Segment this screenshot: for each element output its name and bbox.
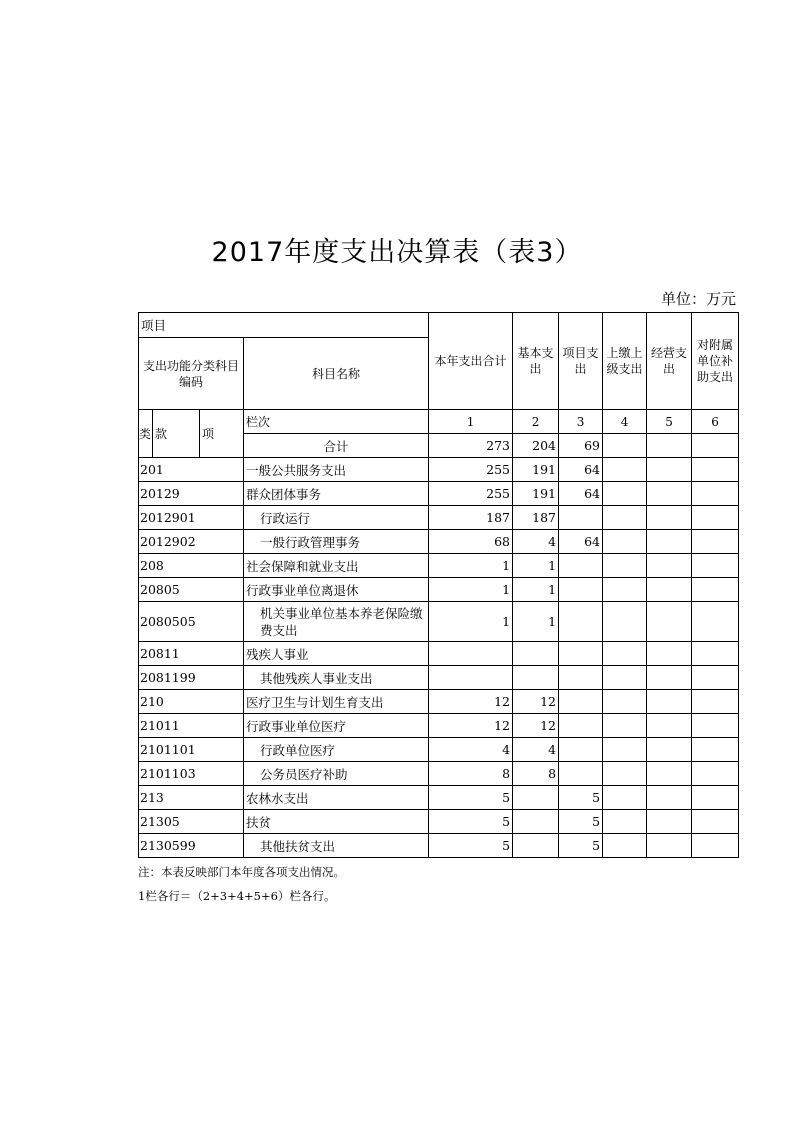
row-value — [647, 666, 692, 690]
table-row — [139, 578, 739, 602]
row-name: 扶贫 — [244, 810, 429, 834]
table-row — [139, 602, 739, 642]
row-value — [559, 578, 603, 602]
row-value — [692, 458, 739, 482]
row-code: 20805 — [139, 578, 244, 602]
row-name: 行政单位医疗 — [244, 738, 429, 762]
header-project: 项目 — [139, 313, 429, 338]
row-value — [513, 666, 559, 690]
row-value — [603, 506, 647, 530]
row-code: 2081199 — [139, 666, 244, 690]
row-code: 2101103 — [139, 762, 244, 786]
row-value: 191 — [513, 482, 559, 506]
row-value — [603, 602, 647, 642]
header-col-total: 本年支出合计 — [429, 313, 513, 410]
row-value: 1 — [513, 602, 559, 642]
row-code: 2012901 — [139, 506, 244, 530]
footnote-2: 1栏各行＝（2+3+4+5+6）栏各行。 — [138, 889, 336, 903]
row-value: 12 — [513, 714, 559, 738]
row-value — [603, 786, 647, 810]
col-number: 3 — [559, 410, 603, 434]
row-value — [603, 458, 647, 482]
row-value — [429, 666, 513, 690]
row-value — [603, 810, 647, 834]
row-value: 4 — [513, 530, 559, 554]
row-value: 5 — [429, 834, 513, 858]
row-value — [647, 786, 692, 810]
row-code: 20129 — [139, 482, 244, 506]
unit-label: 单位：万元 — [660, 290, 736, 308]
table-row — [139, 554, 739, 578]
row-value — [603, 482, 647, 506]
row-value — [647, 810, 692, 834]
header-col-basic: 基本支出 — [513, 313, 559, 410]
row-value: 5 — [559, 834, 603, 858]
row-name: 农林水支出 — [244, 786, 429, 810]
row-value — [692, 482, 739, 506]
expenditure-table — [138, 312, 739, 858]
row-value: 255 — [429, 458, 513, 482]
row-value — [647, 506, 692, 530]
row-value: 68 — [429, 530, 513, 554]
footnote-1: 注：本表反映部门本年度各项支出情况。 — [138, 865, 345, 879]
row-value — [692, 666, 739, 690]
row-value — [559, 506, 603, 530]
table-row — [139, 666, 739, 690]
table-row — [139, 458, 739, 482]
row-value — [647, 578, 692, 602]
row-value — [647, 530, 692, 554]
row-value — [603, 554, 647, 578]
row-value — [692, 810, 739, 834]
row-value — [559, 666, 603, 690]
table-row — [139, 642, 739, 666]
row-value — [692, 762, 739, 786]
row-value — [692, 554, 739, 578]
header-col-business: 经营支出 — [647, 313, 692, 410]
row-value: 5 — [429, 810, 513, 834]
row-value — [513, 810, 559, 834]
row-value — [692, 786, 739, 810]
row-code: 210 — [139, 690, 244, 714]
row-value — [692, 506, 739, 530]
row-value: 8 — [513, 762, 559, 786]
row-code: 21305 — [139, 810, 244, 834]
header-lei: 类 — [139, 410, 153, 458]
row-code: 2080505 — [139, 602, 244, 642]
row-value: 187 — [513, 506, 559, 530]
header-kuan: 款 — [153, 410, 200, 458]
row-name: 行政事业单位离退休 — [244, 578, 429, 602]
row-code: 2101101 — [139, 738, 244, 762]
row-value — [559, 762, 603, 786]
table-row — [139, 690, 739, 714]
col-number: 4 — [603, 410, 647, 434]
row-value: 12 — [429, 690, 513, 714]
total-value: 204 — [513, 434, 559, 458]
row-code: 213 — [139, 786, 244, 810]
row-name: 社会保障和就业支出 — [244, 554, 429, 578]
row-value: 8 — [429, 762, 513, 786]
row-value — [647, 834, 692, 858]
row-value — [692, 602, 739, 642]
header-col-subsidy: 对附属单位补助支出 — [692, 313, 739, 410]
row-code: 20811 — [139, 642, 244, 666]
row-name: 行政事业单位医疗 — [244, 714, 429, 738]
row-value — [603, 666, 647, 690]
row-name: 其他残疾人事业支出 — [244, 666, 429, 690]
row-value — [559, 690, 603, 714]
table-row — [139, 482, 739, 506]
row-value — [559, 714, 603, 738]
col-number: 5 — [647, 410, 692, 434]
header-xiang: 项 — [200, 410, 244, 458]
row-name: 一般公共服务支出 — [244, 458, 429, 482]
row-name: 医疗卫生与计划生育支出 — [244, 690, 429, 714]
row-name: 残疾人事业 — [244, 642, 429, 666]
row-name: 一般行政管理事务 — [244, 530, 429, 554]
table-row — [139, 738, 739, 762]
row-value — [692, 578, 739, 602]
header-col-project: 项目支出 — [559, 313, 603, 410]
row-name: 公务员医疗补助 — [244, 762, 429, 786]
row-value — [692, 690, 739, 714]
total-value — [692, 434, 739, 458]
row-value — [647, 762, 692, 786]
col-number: 6 — [692, 410, 739, 434]
row-value — [603, 530, 647, 554]
row-value — [603, 578, 647, 602]
row-value: 191 — [513, 458, 559, 482]
row-value: 64 — [559, 482, 603, 506]
row-value: 5 — [559, 786, 603, 810]
header-func-code: 支出功能分类科目编码 — [139, 338, 244, 410]
total-value: 273 — [429, 434, 513, 458]
row-value — [513, 642, 559, 666]
row-value — [429, 642, 513, 666]
row-value: 1 — [429, 554, 513, 578]
row-value — [647, 554, 692, 578]
row-code: 2130599 — [139, 834, 244, 858]
row-value — [603, 642, 647, 666]
row-value — [647, 690, 692, 714]
row-value — [647, 714, 692, 738]
row-value: 64 — [559, 530, 603, 554]
row-code: 2012902 — [139, 530, 244, 554]
table-row — [139, 786, 739, 810]
col-number: 1 — [429, 410, 513, 434]
row-value — [647, 458, 692, 482]
row-value — [647, 738, 692, 762]
row-value — [559, 602, 603, 642]
row-value: 1 — [513, 554, 559, 578]
row-value: 4 — [513, 738, 559, 762]
row-code: 208 — [139, 554, 244, 578]
table-row — [139, 530, 739, 554]
total-label: 合计 — [244, 434, 429, 458]
row-value: 5 — [559, 810, 603, 834]
row-value — [603, 762, 647, 786]
row-name: 其他扶贫支出 — [244, 834, 429, 858]
row-value: 255 — [429, 482, 513, 506]
row-code: 201 — [139, 458, 244, 482]
row-value — [692, 530, 739, 554]
total-value — [603, 434, 647, 458]
row-value — [559, 642, 603, 666]
row-name: 群众团体事务 — [244, 482, 429, 506]
page-title: 2017年度支出决算表（表3） — [211, 237, 583, 268]
row-value — [692, 642, 739, 666]
row-value — [647, 602, 692, 642]
table-row — [139, 834, 739, 858]
header-subject-name: 科目名称 — [244, 338, 429, 410]
row-value — [603, 714, 647, 738]
row-value: 1 — [429, 602, 513, 642]
header-col-upper: 上缴上级支出 — [603, 313, 647, 410]
col-number: 2 — [513, 410, 559, 434]
row-value: 12 — [429, 714, 513, 738]
row-value: 12 — [513, 690, 559, 714]
table-row — [139, 762, 739, 786]
row-value — [559, 554, 603, 578]
total-value: 69 — [559, 434, 603, 458]
row-value — [603, 690, 647, 714]
table-row — [139, 714, 739, 738]
table-row — [139, 810, 739, 834]
row-value: 187 — [429, 506, 513, 530]
row-value — [692, 834, 739, 858]
row-name: 机关事业单位基本养老保险缴费支出 — [244, 602, 429, 642]
row-value: 4 — [429, 738, 513, 762]
row-value: 5 — [429, 786, 513, 810]
row-value — [559, 738, 603, 762]
row-value — [603, 834, 647, 858]
header-lanci: 栏次 — [244, 410, 429, 434]
row-value — [513, 786, 559, 810]
row-name: 行政运行 — [244, 506, 429, 530]
total-value — [647, 434, 692, 458]
row-code: 21011 — [139, 714, 244, 738]
row-value — [692, 714, 739, 738]
row-value — [513, 834, 559, 858]
row-value — [647, 642, 692, 666]
row-value: 64 — [559, 458, 603, 482]
row-value: 1 — [429, 578, 513, 602]
row-value — [603, 738, 647, 762]
row-value — [647, 482, 692, 506]
row-value — [692, 738, 739, 762]
table-row — [139, 506, 739, 530]
row-value: 1 — [513, 578, 559, 602]
